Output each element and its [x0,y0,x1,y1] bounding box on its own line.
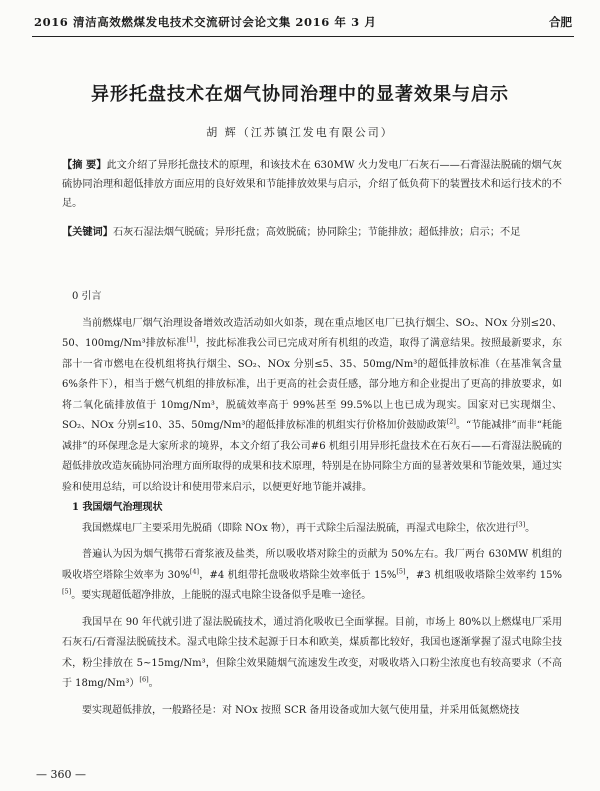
paragraph [62,519,562,540]
author-line: 胡 辉（江苏镇江发电有限公司） [206,126,394,139]
abstract-text: 此文介绍了异形托盘技术的原理，和该技术在 630MW 火力发电厂石灰石——石膏湿法脱硫的烟气灰硫协同治理和超低排放方面应用的良好效果和节能排放效果与启示，介绍了低负荷下的装置技术和运行技术的不足。 [62,160,562,209]
abstract-label: 【摘 要】 [62,159,107,171]
intro-heading: 0 引言 [72,291,102,302]
section-heading: 1 我国烟气治理现状 [72,502,163,513]
header-rule [32,36,574,37]
citation: [4] [189,567,200,576]
running-header [34,14,572,32]
paragraph-text: 普遍认为因为烟气携带石膏浆液及盐类，所以吸收塔对除尘的贡献为 50%左右。我厂两台 630MW 机组的吸收塔空塔除尘效率为 30% [62,549,562,581]
paragraph [62,545,562,607]
paragraph-text: ，东部十一省市燃电在役机组将执行烟尘、SO₂、NOx 分别≤5、35、50mg/Nm³的超低排放标准（在基准氧含量 6%条件下），相当于燃气机组的排放标准，出于更高的社会责任感，部分地方和企业提出了更高的排放要求，如将二氧化硫排放值于 10mg/Nm³，脱硫效率高于 99%甚至 99.5%以上也已成为现实。国家对已实现烟尘、SO₂、NOx 分别≤10、35、50mg/Nm³的超低排放标准的机组实行价格加价鼓励政策 [62,338,563,431]
running-title: 2016 清洁高效燃煤发电技术交流研讨会论文集 2016 年 3 月 [34,15,377,29]
paragraph-text: 我国早在 90 年代就引进了湿法脱硫技术，通过消化吸收已全面掌握。目前，市场上 80%以上燃煤电厂采用石灰石/石膏湿法脱硫技术。湿式电除尘技术起源于日本和欧美，煤质都比较好，我国也逐渐掌握了湿式电除尘技术，粉尘排放在 5~15mg/Nm³，但除尘效果随烟气流速发生改变，对吸收塔入口粉尘浓度也有较高要求（不高于 18mg/Nm³） [62,616,562,689]
paragraph-text: 。要实现超低超净排放，上能脱的湿式电除尘设备似乎是唯一途径。 [71,590,372,601]
paragraph-text: 当前燃煤电厂烟气治理设备增效改造活动如火如荼，现在重点地区电厂已执行烟尘、SO₂、NOx 分别≤20、50、100mg/Nm³排放标准 [62,317,562,349]
paragraph [62,701,562,722]
citation: [2] [446,417,456,426]
keywords [62,223,562,242]
citation: [5] [396,567,406,576]
citation: [1] [186,335,196,344]
paragraph-text: ，#3 机组吸收塔除尘效率约 15% [405,569,563,581]
paragraph-text: ，#4 机组带托盘吸收塔除尘效率低于 15% [199,569,397,581]
paragraph [62,314,562,499]
abstract [62,156,562,213]
paragraph-text: 。 [525,522,536,534]
keywords-label: 【关键词】 [62,226,113,238]
paragraph-text: 要实现超低排放，一般路径是：对 NOx 按照 SCR 备用设备或加大氨气使用量，并采用低氮燃烧技 [82,704,520,716]
paragraph [62,613,562,695]
paragraph-text: 我国燃煤电厂主要采用先脱硝（即除 NOx 物），再干式除尘后湿法脱硫，再湿式电除尘，依次进行 [82,522,516,534]
paragraph-text: ，按此标准我公司已完成对所有机组的改造，取得了满意结果。按照最新要求 [195,338,542,349]
keywords-text: 石灰石湿法烟气脱硫；异形托盘；高效脱硫；协同除尘；节能排放；超低排放；启示；不足 [112,227,521,238]
citation: [5] [62,587,72,596]
citation: [6] [139,675,149,684]
paper-title: 异形托盘技术在烟气协同治理中的显著效果与启示 [91,84,509,105]
paragraph-text: 。 [148,678,159,689]
page-number: — 360 — [36,768,86,781]
paragraph-text: 。“节能减排”而非“耗能减排”的环保理念是大家所求的境界，本文介绍了我公司#6 机组引用异形托盘技术在石灰石——石膏湿法脱硫的超低排放改造灰硫协同治理方面所取得的成果和技术原理，特别是在协同除尘方面的显著效果和节能效果，通过实验和使用总结，可以给设计和使用带来启示，以便更好地节能并减排。 [62,420,562,493]
header-place: 合肥 [549,15,572,29]
citation: [3] [515,520,526,529]
body-text [62,287,562,721]
